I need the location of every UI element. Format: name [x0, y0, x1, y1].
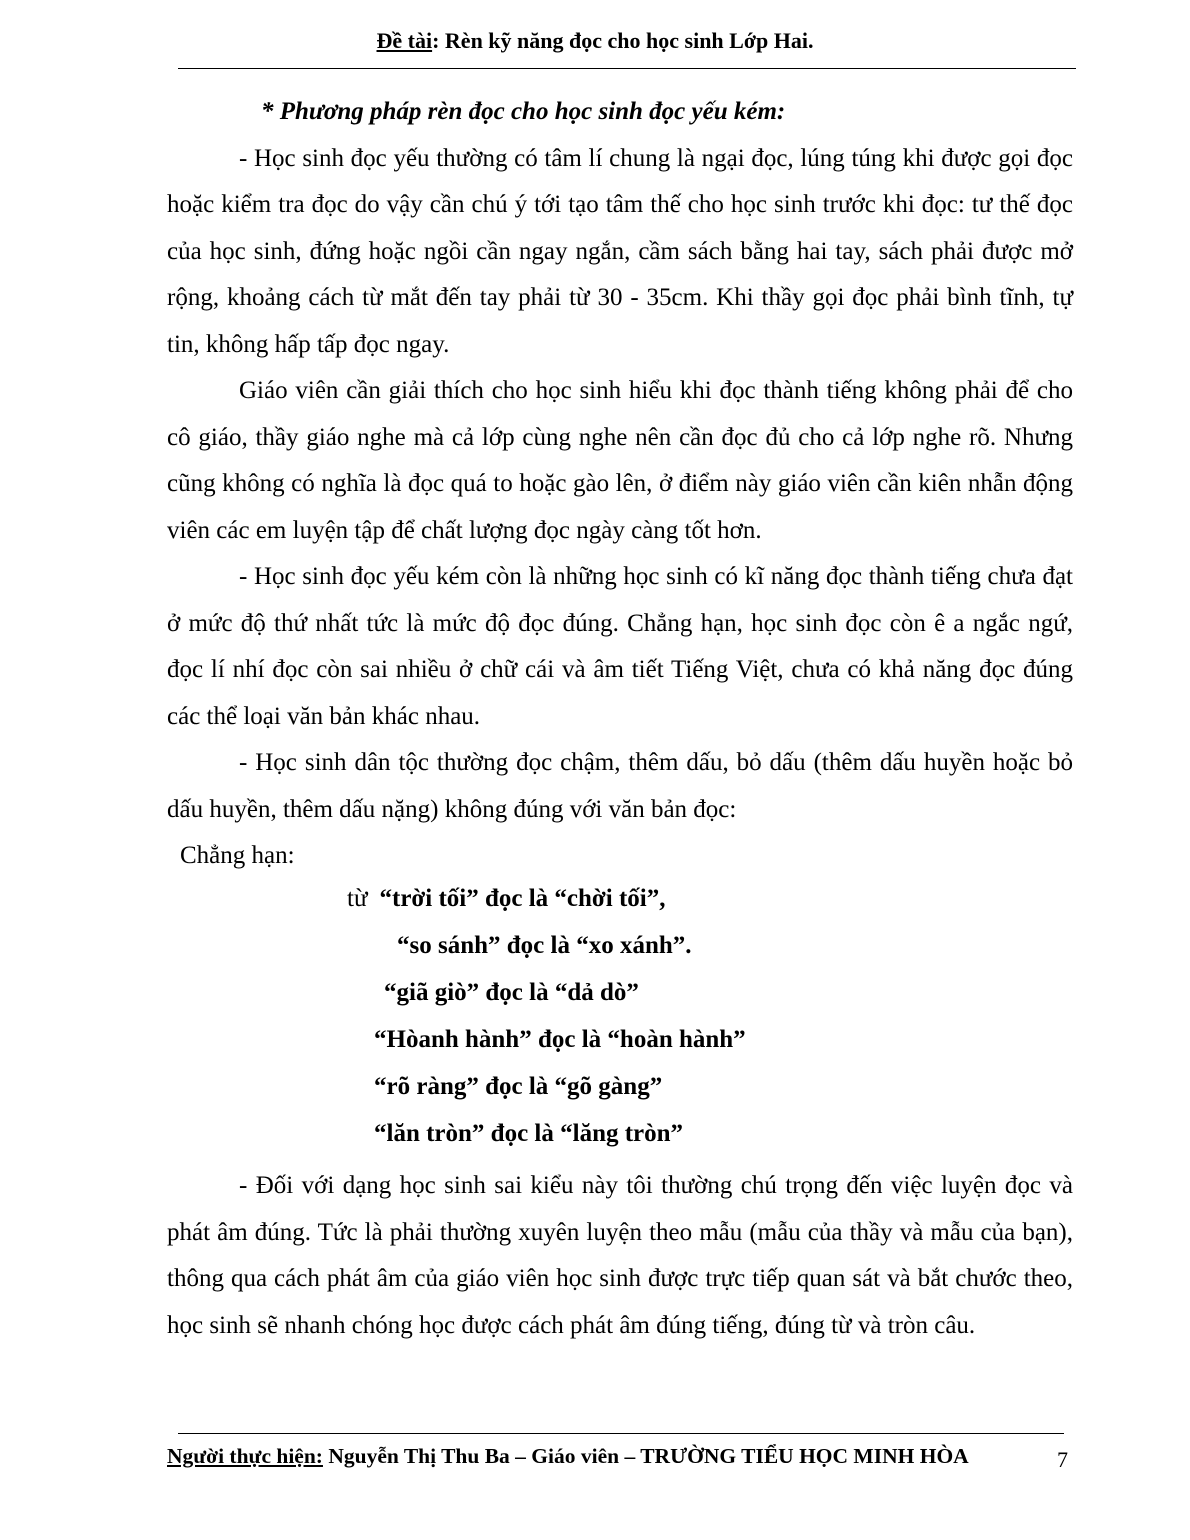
section-heading: * Phương pháp rèn đọc cho học sinh đọc yếu kém:	[261, 98, 786, 125]
example-text-5: “rõ ràng” đọc là “gõ gàng”	[374, 1073, 663, 1100]
paragraph-1: - Học sinh đọc yếu thường có tâm lí chung là ngại đọc, lúng túng khi được gọi đọc hoặc kiểm tra đọc do vậy cần chú ý tới tạo tâm thế cho học sinh trước khi đọc: tư thế đọc của học sinh, đứng hoặc ngồi cần ngay ngắn, cầm sách bằng hai tay, sách phải được mở rộng, khoảng cách từ mắt đến tay phải từ 30 - 35cm. Khi thầy gọi đọc phải bình tĩnh, tự tin, không hấp tấp đọc ngay.	[167, 144, 1073, 358]
body-block-bottom	[167, 1163, 1073, 1349]
header-title: : Rèn kỹ năng đọc cho học sinh Lớp Hai.	[432, 28, 814, 53]
example-text-3: “giã giò” đọc là “dả dò”	[384, 979, 639, 1006]
example-line-1	[347, 885, 666, 913]
example-line-3	[384, 979, 639, 1007]
header-label: Đề tài	[376, 28, 433, 53]
footer-text: Nguyễn Thị Thu Ba – Giáo viên – TRƯỜNG TIỂU HỌC MINH HÒA	[322, 1444, 969, 1468]
example-text-2: “so sánh” đọc là “xo xánh”.	[397, 932, 692, 959]
example-line-5	[374, 1073, 662, 1101]
example-text-6: “lăn tròn” đọc là “lăng tròn”	[374, 1120, 684, 1147]
example-intro: Chẳng hạn:	[180, 842, 295, 869]
example-text-1: “trời tối” đọc là “chời tối”,	[379, 885, 666, 912]
paragraph-3: - Học sinh đọc yếu kém còn là những học sinh có kĩ năng đọc thành tiếng chưa đạt ở mức độ thứ nhất tức là mức độ đọc đúng. Chẳng hạn, học sinh đọc còn ê a ngắc ngứ, đọc lí nhí đọc còn sai nhiều ở chữ cái và âm tiết Tiếng Việt, chưa có khả năng đọc đúng các thể loại văn bản khác nhau.	[167, 563, 1073, 730]
example-prefix: từ	[347, 885, 368, 912]
footer-rule	[178, 1433, 1064, 1434]
page-header	[0, 28, 1190, 54]
footer-label: Người thực hiện:	[167, 1444, 323, 1468]
example-line-4	[374, 1026, 746, 1054]
example-line-6	[374, 1120, 683, 1148]
paragraph-4: - Học sinh dân tộc thường đọc chậm, thêm dấu, bỏ dấu (thêm dấu huyền hoặc bỏ dấu huyền, thêm dấu nặng) không đúng với văn bản đọc:	[167, 749, 1073, 823]
page-number: 7	[1057, 1447, 1068, 1472]
example-text-4: “Hòanh hành” đọc là “hoàn hành”	[374, 1026, 746, 1053]
example-line-2	[397, 932, 692, 960]
paragraph-5: - Đối với dạng học sinh sai kiểu này tôi thường chú trọng đến việc luyện đọc và phát âm đúng. Tức là phải thường xuyên luyện theo mẫu (mẫu của thầy và mẫu của bạn), thông qua cách phát âm của giáo viên học sinh được trực tiếp quan sát và bắt chước theo, học sinh sẽ nhanh chóng học được cách phát âm đúng tiếng, đúng từ và tròn câu.	[167, 1172, 1073, 1339]
header-rule	[178, 68, 1076, 69]
page-footer	[167, 1444, 969, 1469]
body-block-top	[167, 89, 1073, 880]
paragraph-2: Giáo viên cần giải thích cho học sinh hiểu khi đọc thành tiếng không phải để cho cô giáo, thầy giáo nghe mà cả lớp cùng nghe nên cần đọc đủ cho cả lớp nghe rõ. Nhưng cũng không có nghĩa là đọc quá to hoặc gào lên, ở điểm này giáo viên cần kiên nhẫn động viên các em luyện tập để chất lượng đọc ngày càng tốt hơn.	[167, 377, 1073, 544]
